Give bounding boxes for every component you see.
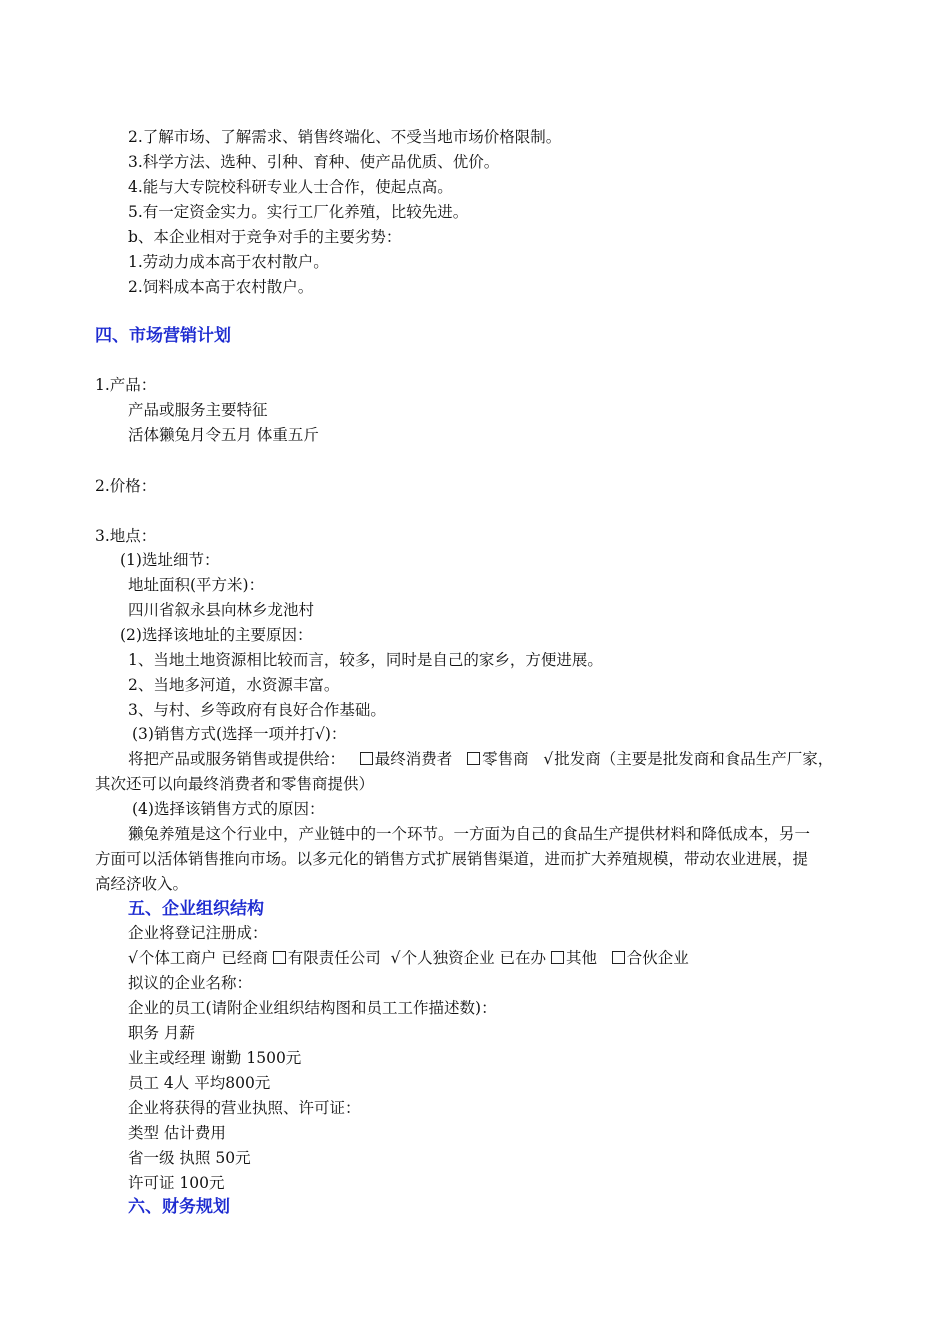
sales-reason-label: (4)选择该销售方式的原因： (132, 800, 325, 818)
sales-reason-line-2: 方面可以活体销售推向市场。以多元化的销售方式扩展销售渠道，进而扩大养殖规模，带动农业进展，提 (95, 850, 809, 868)
company-name-label: 拟议的企业名称： (128, 974, 253, 992)
section-heading-finance: 六、财务规划 (128, 1197, 230, 1217)
reg-sole: 个人独资企业 (401, 949, 495, 967)
reg-individual: 个体工商户 (138, 949, 217, 967)
reg-status-1: 已经商 (221, 949, 268, 967)
license-row: 省一级 执照 50元 (128, 1149, 251, 1167)
disadvantage-heading: b、本企业相对于竞争对手的主要劣势： (128, 228, 402, 246)
sales-method-label: (3)销售方式(选择一项并打√)： (132, 725, 347, 743)
price-label: 2.价格： (95, 477, 157, 495)
advantage-item-5: 5.有一定资金实力。实行工厂化养殖，比较先进。 (128, 203, 469, 221)
reg-partnership: 合伙企业 (626, 949, 689, 967)
staff-label: 企业的员工(请附企业组织结构图和员工工作描述数)： (128, 999, 497, 1017)
reg-status-2: 已在办 (499, 949, 547, 967)
disadvantage-item-1: 1.劳动力成本高于农村散户。 (128, 253, 329, 271)
reason-1: 1、当地土地资源相比较而言，较多，同时是自己的家乡，方便进展。 (128, 651, 603, 669)
sales-intro: 将把产品或服务销售或提供给： (128, 750, 346, 768)
checkbox-llc[interactable] (273, 951, 286, 964)
register-label: 企业将登记注册成： (128, 924, 268, 942)
address-label: 地址面积(平方米)： (128, 576, 265, 594)
staff-row: 业主或经理 谢勤 1500元 (128, 1049, 302, 1067)
reason-label: (2)选择该地址的主要原因： (120, 626, 313, 644)
staff-row: 员工 4人 平均800元 (128, 1074, 271, 1092)
checkbox-end-consumer[interactable] (360, 752, 373, 765)
product-feature-label: 产品或服务主要特征 (128, 401, 268, 419)
advantage-item-3: 3.科学方法、选种、引种、育种、使产品优质、优价。 (128, 153, 500, 171)
product-feature: 活体獭兔月令五月 体重五斤 (128, 426, 319, 444)
license-row: 许可证 100元 (128, 1174, 225, 1192)
reg-other: 其他 (565, 949, 597, 967)
advantage-item-2: 2.了解市场、了解需求、销售终端化、不受当地市场价格限制。 (128, 128, 562, 146)
sales-line-2: 其次还可以向最终消费者和零售商提供） (95, 775, 375, 793)
reason-2: 2、当地多河道，水资源丰富。 (128, 676, 340, 694)
license-header: 类型 估计费用 (128, 1124, 226, 1142)
advantage-item-4: 4.能与大专院校科研专业人士合作，使起点高。 (128, 178, 453, 196)
place-label: 3.地点： (95, 527, 157, 545)
address: 四川省叙永县向林乡龙池村 (128, 601, 315, 619)
opt-end-consumer: 最终消费者 (374, 750, 453, 768)
disadvantage-item-2: 2.饲料成本高于农村散户。 (128, 278, 314, 296)
section-heading-organization: 五、企业组织结构 (128, 899, 264, 919)
opt-wholesaler: 批发商（主要是批发商和食品生产厂家， (554, 750, 834, 768)
license-label: 企业将获得的营业执照、许可证： (128, 1099, 361, 1117)
register-options-line (128, 948, 689, 968)
section-heading-marketing: 四、市场营销计划 (95, 326, 231, 346)
reason-3: 3、与村、乡等政府有良好合作基础。 (128, 701, 386, 719)
product-label: 1.产品： (95, 376, 157, 394)
check-mark-wholesaler[interactable]: √ (543, 750, 554, 768)
check-mark-sole[interactable]: √ (390, 949, 401, 967)
reg-llc: 有限责任公司 (287, 949, 381, 967)
opt-retailer: 零售商 (482, 750, 529, 768)
site-detail-label: (1)选址细节： (120, 551, 220, 569)
sales-reason-line-3: 高经济收入。 (95, 875, 189, 893)
checkbox-partnership[interactable] (612, 951, 625, 964)
checkbox-retailer[interactable] (467, 752, 480, 765)
checkbox-other[interactable] (551, 951, 564, 964)
sales-options-line (128, 749, 833, 769)
check-mark-individual[interactable]: √ (128, 949, 138, 967)
sales-reason-line-1: 獭兔养殖是这个行业中，产业链中的一个环节。一方面为自己的食品生产提供材料和降低成本，另一 (128, 825, 811, 843)
staff-header: 职务 月薪 (128, 1024, 195, 1042)
